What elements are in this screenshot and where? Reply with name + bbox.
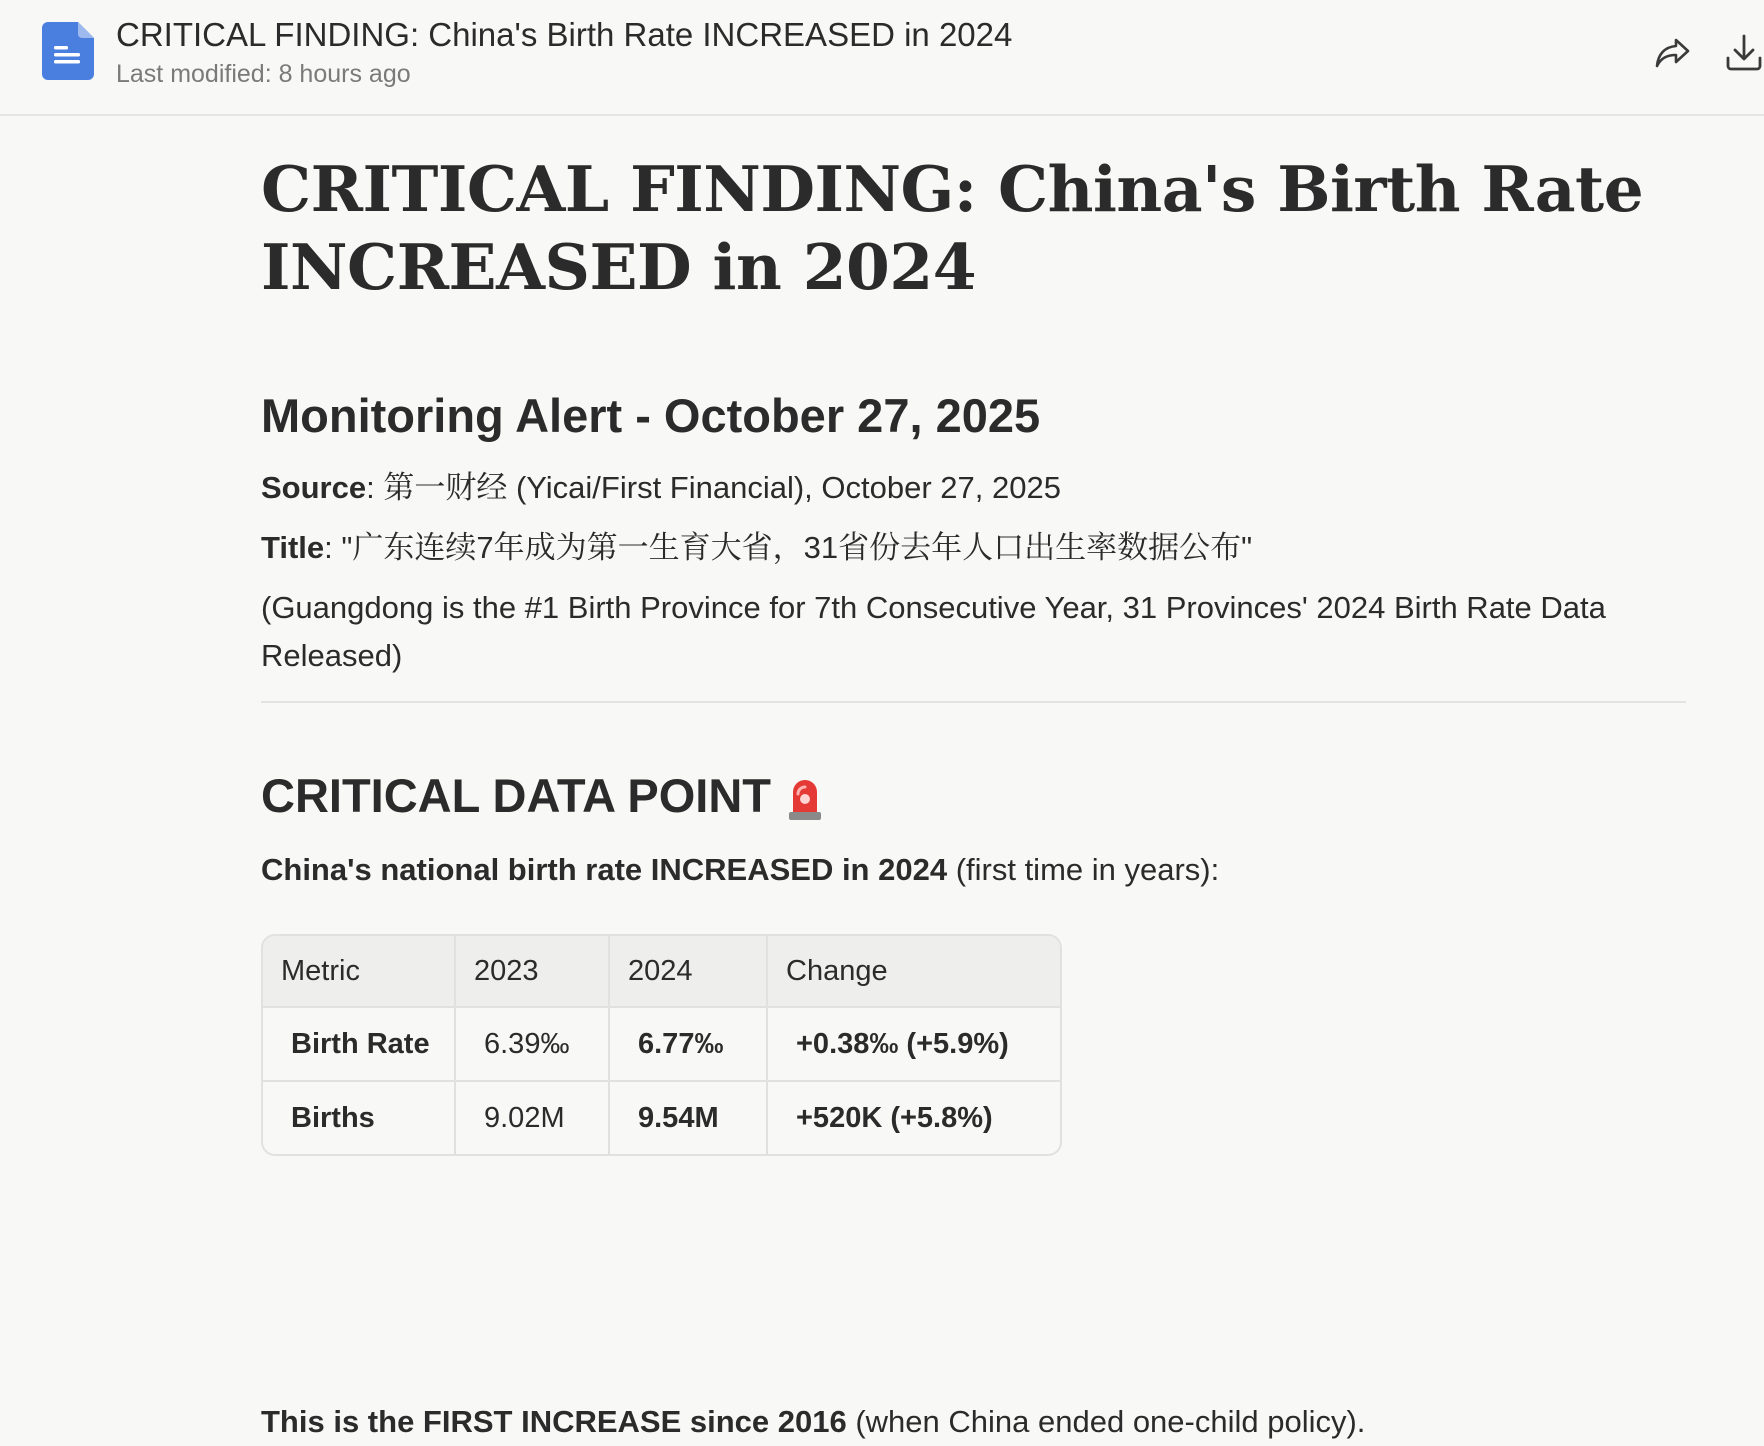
column-header-change: Change: [767, 936, 1060, 1007]
birth-data-table: [261, 934, 1062, 1156]
title-translation: (Guangdong is the #1 Birth Province for 7th Consecutive Year, 31 Provinces' 2024 Birth Rate Data Released): [261, 590, 1606, 673]
national-statement-bold: China's national birth rate INCREASED in 2024: [261, 852, 948, 887]
download-icon[interactable]: [1724, 32, 1764, 74]
page-title: CRITICAL FINDING: China's Birth Rate INCREASED in 2024: [261, 152, 1644, 304]
monitoring-alert-heading: Monitoring Alert - October 27, 2025: [261, 389, 1041, 442]
critical-data-heading: [261, 768, 825, 823]
metric-cell: Births: [263, 1081, 455, 1154]
table-row: [263, 1081, 1060, 1154]
critical-heading-text: CRITICAL DATA POINT: [261, 769, 772, 822]
change-cell: +0.38‰ (+5.9%): [767, 1007, 1060, 1081]
first-increase-statement: [261, 1398, 1365, 1446]
column-header-2023: 2023: [455, 936, 609, 1007]
metric-cell: Birth Rate: [263, 1007, 455, 1081]
share-icon[interactable]: [1652, 32, 1694, 74]
last-modified: Last modified: 8 hours ago: [116, 60, 411, 88]
value-2023-cell: 6.39‰: [455, 1007, 609, 1081]
title-label: Title: [261, 530, 325, 565]
value-2023-cell: 9.02M: [455, 1081, 609, 1154]
column-header-metric: Metric: [263, 936, 455, 1007]
first-increase-bold: This is the FIRST INCREASE since 2016: [261, 1404, 847, 1439]
document-header: [0, 0, 1764, 116]
value-2024-cell: 9.54M: [609, 1081, 767, 1154]
national-statement-rest: (first time in years):: [947, 852, 1220, 887]
table-header-row: [263, 936, 1060, 1007]
document-body: [261, 150, 1691, 1439]
title-line: [261, 524, 1252, 572]
document-icon: [42, 22, 94, 80]
source-line: [261, 464, 1061, 512]
source-value: : 第一财经 (Yicai/First Financial), October 27, 2025: [366, 470, 1061, 505]
value-2024-cell: 6.77‰: [609, 1007, 767, 1081]
title-value: : "广东连续7年成为第一生育大省，31省份去年人口出生率数据公布": [324, 530, 1253, 565]
column-header-2024: 2024: [609, 936, 767, 1007]
source-label: Source: [261, 470, 367, 505]
change-cell: +520K (+5.8%): [796, 1101, 993, 1134]
first-increase-rest: (when China ended one-child policy).: [846, 1404, 1366, 1439]
table-row: [263, 1007, 1060, 1081]
divider: [261, 701, 1686, 703]
siren-icon: [785, 772, 825, 820]
document-title: CRITICAL FINDING: China's Birth Rate INCREASED in 2024: [116, 16, 1013, 53]
national-birth-rate-statement: [261, 846, 1219, 894]
